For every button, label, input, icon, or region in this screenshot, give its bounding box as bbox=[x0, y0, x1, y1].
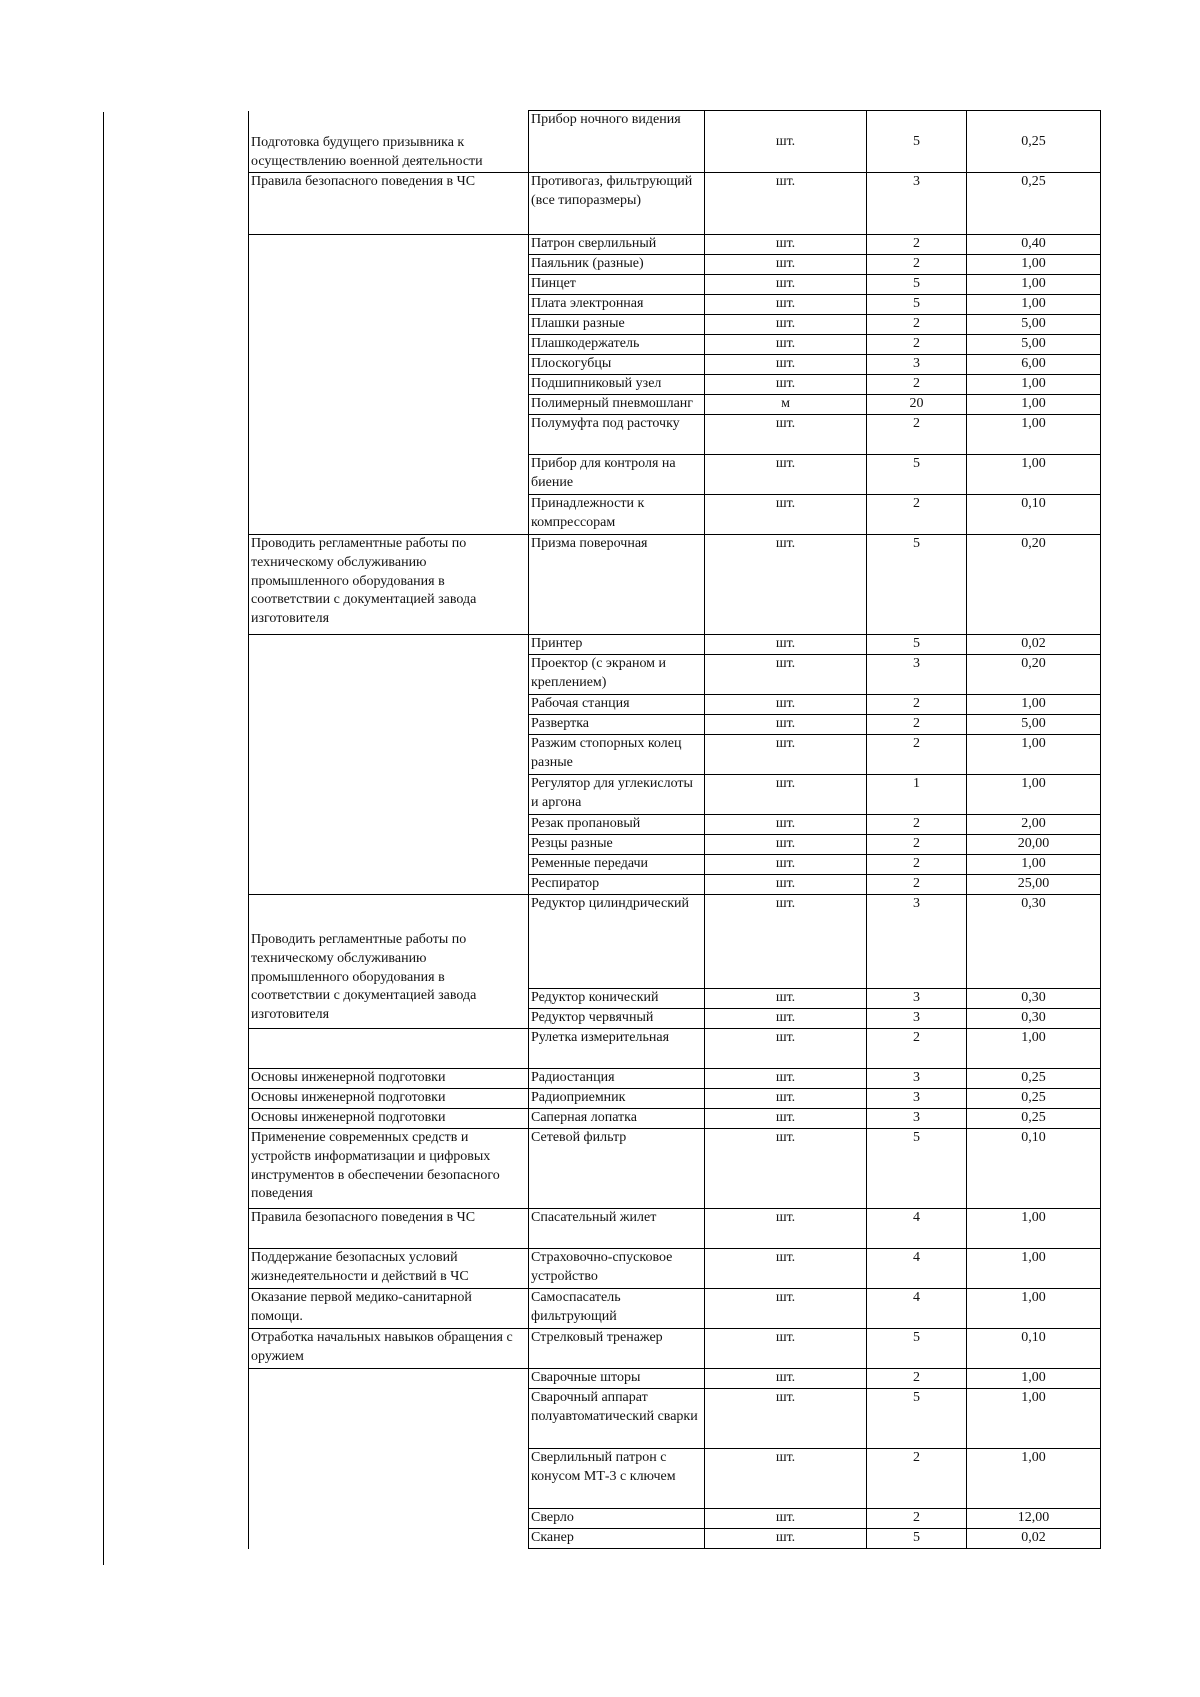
unit-cell: шт. bbox=[705, 455, 867, 495]
unit-cell: м bbox=[705, 395, 867, 415]
topic-cell: Отработка начальных навыков обращения с оружием bbox=[249, 1329, 529, 1369]
unit-cell: шт. bbox=[705, 295, 867, 315]
table-row bbox=[249, 1209, 1101, 1249]
unit-cell: шт. bbox=[705, 535, 867, 635]
topic-cell bbox=[249, 635, 529, 895]
value-cell: 25,00 bbox=[967, 875, 1101, 895]
topic-cell: Правила безопасного поведения в ЧС bbox=[249, 173, 529, 235]
unit-cell: шт. bbox=[705, 355, 867, 375]
unit-cell: шт. bbox=[705, 1329, 867, 1369]
item-cell: Развертка bbox=[529, 715, 705, 735]
table-row bbox=[249, 1249, 1101, 1289]
item-cell: Сверло bbox=[529, 1509, 705, 1529]
unit-cell: шт. bbox=[705, 1509, 867, 1529]
value-cell: 1,00 bbox=[967, 1289, 1101, 1329]
value-cell: 0,30 bbox=[967, 895, 1101, 989]
item-cell: Сетевой фильтр bbox=[529, 1129, 705, 1209]
value-cell: 0,25 bbox=[967, 1109, 1101, 1129]
item-cell: Плашки разные bbox=[529, 315, 705, 335]
unit-cell: шт. bbox=[705, 1389, 867, 1449]
item-cell: Противогаз, фильтрующий (все типоразмеры) bbox=[529, 173, 705, 235]
qty-cell: 3 bbox=[867, 1009, 967, 1029]
value-cell: 6,00 bbox=[967, 355, 1101, 375]
table-row bbox=[249, 235, 1101, 255]
topic-cell bbox=[249, 1029, 529, 1069]
item-cell: Саперная лопатка bbox=[529, 1109, 705, 1129]
topic-cell: Проводить регламентные работы по техническому обслуживанию промышленного оборудования в соответствии с документацией завода изготовителя bbox=[249, 535, 529, 635]
topic-cell: Поддержание безопасных условий жизнедеятельности и действий в ЧС bbox=[249, 1249, 529, 1289]
item-cell: Полимерный пневмошланг bbox=[529, 395, 705, 415]
qty-cell: 2 bbox=[867, 495, 967, 535]
item-cell: Рулетка измерительная bbox=[529, 1029, 705, 1069]
qty-cell: 3 bbox=[867, 355, 967, 375]
unit-cell: шт. bbox=[705, 275, 867, 295]
table-row bbox=[249, 1069, 1101, 1089]
unit-cell: шт. bbox=[705, 1289, 867, 1329]
unit-cell: шт. bbox=[705, 375, 867, 395]
qty-cell: 4 bbox=[867, 1289, 967, 1329]
value-cell: 12,00 bbox=[967, 1509, 1101, 1529]
value-cell: 1,00 bbox=[967, 395, 1101, 415]
unit-cell: шт. bbox=[705, 875, 867, 895]
value-cell: 1,00 bbox=[967, 735, 1101, 775]
value-cell: 1,00 bbox=[967, 855, 1101, 875]
qty-cell: 2 bbox=[867, 235, 967, 255]
qty-cell: 3 bbox=[867, 1109, 967, 1129]
qty-cell: 5 bbox=[867, 635, 967, 655]
qty-cell: 2 bbox=[867, 735, 967, 775]
table-row bbox=[249, 111, 1101, 173]
item-cell: Рабочая станция bbox=[529, 695, 705, 715]
item-cell: Спасательный жилет bbox=[529, 1209, 705, 1249]
value-cell: 1,00 bbox=[967, 1029, 1101, 1069]
unit-cell: шт. bbox=[705, 855, 867, 875]
value-cell: 0,20 bbox=[967, 655, 1101, 695]
qty-cell: 5 bbox=[867, 1529, 967, 1549]
topic-cell: Основы инженерной подготовки bbox=[249, 1069, 529, 1089]
value-cell: 0,10 bbox=[967, 1329, 1101, 1369]
item-cell: Резцы разные bbox=[529, 835, 705, 855]
qty-cell: 2 bbox=[867, 835, 967, 855]
topic-cell: Проводить регламентные работы по техническому обслуживанию промышленного оборудования в соответствии с документацией завода изготовителя bbox=[249, 895, 529, 1029]
unit-cell: шт. bbox=[705, 1449, 867, 1509]
item-cell: Принтер bbox=[529, 635, 705, 655]
value-cell: 1,00 bbox=[967, 1389, 1101, 1449]
item-cell: Радиостанция bbox=[529, 1069, 705, 1089]
qty-cell: 2 bbox=[867, 695, 967, 715]
item-cell: Радиоприемник bbox=[529, 1089, 705, 1109]
qty-cell: 2 bbox=[867, 815, 967, 835]
value-cell: 0,10 bbox=[967, 495, 1101, 535]
qty-cell: 4 bbox=[867, 1209, 967, 1249]
qty-cell: 2 bbox=[867, 1029, 967, 1069]
item-cell: Сварочные шторы bbox=[529, 1369, 705, 1389]
topic-cell: Правила безопасного поведения в ЧС bbox=[249, 1209, 529, 1249]
unit-cell: шт. bbox=[705, 1089, 867, 1109]
unit-cell: шт. bbox=[705, 815, 867, 835]
item-cell: Прибор ночного видения bbox=[529, 111, 705, 173]
value-cell: 1,00 bbox=[967, 255, 1101, 275]
unit-cell: шт. bbox=[705, 173, 867, 235]
value-cell: 1,00 bbox=[967, 1449, 1101, 1509]
value-cell: 0,25 bbox=[967, 111, 1101, 173]
qty-cell: 1 bbox=[867, 775, 967, 815]
item-cell: Полумуфта под расточку bbox=[529, 415, 705, 455]
item-cell: Редуктор конический bbox=[529, 989, 705, 1009]
qty-cell: 2 bbox=[867, 1369, 967, 1389]
unit-cell: шт. bbox=[705, 415, 867, 455]
qty-cell: 3 bbox=[867, 1089, 967, 1109]
qty-cell: 3 bbox=[867, 173, 967, 235]
value-cell: 0,40 bbox=[967, 235, 1101, 255]
unit-cell: шт. bbox=[705, 1029, 867, 1069]
value-cell: 1,00 bbox=[967, 1209, 1101, 1249]
item-cell: Сверлильный патрон с конусом МТ-3 с ключем bbox=[529, 1449, 705, 1509]
unit-cell: шт. bbox=[705, 1369, 867, 1389]
topic-cell: Оказание первой медико-санитарной помощи. bbox=[249, 1289, 529, 1329]
value-cell: 1,00 bbox=[967, 455, 1101, 495]
table-row bbox=[249, 1109, 1101, 1129]
table-row bbox=[249, 1029, 1101, 1069]
value-cell: 0,10 bbox=[967, 1129, 1101, 1209]
table-row bbox=[249, 1329, 1101, 1369]
value-cell: 5,00 bbox=[967, 315, 1101, 335]
item-cell: Пинцет bbox=[529, 275, 705, 295]
value-cell: 0,25 bbox=[967, 1089, 1101, 1109]
item-cell: Страховочно-спусковое устройство bbox=[529, 1249, 705, 1289]
item-cell: Стрелковый тренажер bbox=[529, 1329, 705, 1369]
item-cell: Регулятор для углекислоты и аргона bbox=[529, 775, 705, 815]
value-cell: 0,30 bbox=[967, 989, 1101, 1009]
qty-cell: 2 bbox=[867, 375, 967, 395]
qty-cell: 5 bbox=[867, 1329, 967, 1369]
unit-cell: шт. bbox=[705, 235, 867, 255]
qty-cell: 3 bbox=[867, 655, 967, 695]
qty-cell: 4 bbox=[867, 1249, 967, 1289]
value-cell: 0,20 bbox=[967, 535, 1101, 635]
unit-cell: шт. bbox=[705, 1529, 867, 1549]
unit-cell: шт. bbox=[705, 315, 867, 335]
table-row bbox=[249, 1089, 1101, 1109]
unit-cell: шт. bbox=[705, 715, 867, 735]
unit-cell: шт. bbox=[705, 735, 867, 775]
qty-cell: 2 bbox=[867, 715, 967, 735]
value-cell: 1,00 bbox=[967, 695, 1101, 715]
value-cell: 0,25 bbox=[967, 1069, 1101, 1089]
qty-cell: 3 bbox=[867, 989, 967, 1009]
item-cell: Разжим стопорных колец разные bbox=[529, 735, 705, 775]
value-cell: 1,00 bbox=[967, 1249, 1101, 1289]
unit-cell: шт. bbox=[705, 635, 867, 655]
value-cell: 0,30 bbox=[967, 1009, 1101, 1029]
value-cell: 0,02 bbox=[967, 1529, 1101, 1549]
qty-cell: 5 bbox=[867, 275, 967, 295]
unit-cell: шт. bbox=[705, 1109, 867, 1129]
table-row bbox=[249, 173, 1101, 235]
value-cell: 1,00 bbox=[967, 295, 1101, 315]
value-cell: 0,25 bbox=[967, 173, 1101, 235]
item-cell: Принадлежности к компрессорам bbox=[529, 495, 705, 535]
qty-cell: 2 bbox=[867, 1509, 967, 1529]
item-cell: Прибор для контроля на биение bbox=[529, 455, 705, 495]
item-cell: Плашкодержатель bbox=[529, 335, 705, 355]
unit-cell: шт. bbox=[705, 1209, 867, 1249]
qty-cell: 5 bbox=[867, 295, 967, 315]
unit-cell: шт. bbox=[705, 989, 867, 1009]
unit-cell: шт. bbox=[705, 255, 867, 275]
unit-cell: шт. bbox=[705, 655, 867, 695]
item-cell: Сканер bbox=[529, 1529, 705, 1549]
qty-cell: 2 bbox=[867, 875, 967, 895]
qty-cell: 2 bbox=[867, 255, 967, 275]
item-cell: Призма поверочная bbox=[529, 535, 705, 635]
equipment-table bbox=[248, 110, 1101, 1549]
qty-cell: 2 bbox=[867, 315, 967, 335]
value-cell: 1,00 bbox=[967, 375, 1101, 395]
qty-cell: 20 bbox=[867, 395, 967, 415]
topic-cell bbox=[249, 235, 529, 535]
unit-cell: шт. bbox=[705, 335, 867, 355]
unit-cell: шт. bbox=[705, 695, 867, 715]
item-cell: Ременные передачи bbox=[529, 855, 705, 875]
item-cell: Резак пропановый bbox=[529, 815, 705, 835]
topic-cell: Основы инженерной подготовки bbox=[249, 1089, 529, 1109]
unit-cell: шт. bbox=[705, 495, 867, 535]
topic-cell: Применение современных средств и устройств информатизации и цифровых инструментов в обеспечении безопасного поведения bbox=[249, 1129, 529, 1209]
unit-cell: шт. bbox=[705, 1009, 867, 1029]
qty-cell: 5 bbox=[867, 1389, 967, 1449]
value-cell: 1,00 bbox=[967, 775, 1101, 815]
qty-cell: 5 bbox=[867, 455, 967, 495]
table-row bbox=[249, 1129, 1101, 1209]
unit-cell: шт. bbox=[705, 1069, 867, 1089]
topic-cell: Подготовка будущего призывника к осуществлению военной деятельности bbox=[249, 111, 529, 173]
qty-cell: 2 bbox=[867, 855, 967, 875]
qty-cell: 2 bbox=[867, 415, 967, 455]
table-row bbox=[249, 535, 1101, 635]
unit-cell: шт. bbox=[705, 835, 867, 855]
table-row bbox=[249, 1369, 1101, 1389]
qty-cell: 5 bbox=[867, 535, 967, 635]
table-row bbox=[249, 1289, 1101, 1329]
item-cell: Паяльник (разные) bbox=[529, 255, 705, 275]
value-cell: 2,00 bbox=[967, 815, 1101, 835]
item-cell: Редуктор червячный bbox=[529, 1009, 705, 1029]
item-cell: Плоскогубцы bbox=[529, 355, 705, 375]
qty-cell: 2 bbox=[867, 335, 967, 355]
value-cell: 1,00 bbox=[967, 275, 1101, 295]
item-cell: Патрон сверлильный bbox=[529, 235, 705, 255]
item-cell: Плата электронная bbox=[529, 295, 705, 315]
unit-cell: шт. bbox=[705, 1249, 867, 1289]
item-cell: Самоспасатель фильтрующий bbox=[529, 1289, 705, 1329]
unit-cell: шт. bbox=[705, 895, 867, 989]
topic-cell: Основы инженерной подготовки bbox=[249, 1109, 529, 1129]
item-cell: Редуктор цилиндрический bbox=[529, 895, 705, 989]
qty-cell: 2 bbox=[867, 1449, 967, 1509]
qty-cell: 5 bbox=[867, 111, 967, 173]
unit-cell: шт. bbox=[705, 1129, 867, 1209]
table-row bbox=[249, 895, 1101, 989]
value-cell: 1,00 bbox=[967, 1369, 1101, 1389]
unit-cell: шт. bbox=[705, 775, 867, 815]
unit-cell: шт. bbox=[705, 111, 867, 173]
qty-cell: 3 bbox=[867, 895, 967, 989]
table-row bbox=[249, 635, 1101, 655]
value-cell: 20,00 bbox=[967, 835, 1101, 855]
item-cell: Сварочный аппарат полуавтоматический сварки bbox=[529, 1389, 705, 1449]
value-cell: 5,00 bbox=[967, 335, 1101, 355]
value-cell: 0,02 bbox=[967, 635, 1101, 655]
value-cell: 1,00 bbox=[967, 415, 1101, 455]
item-cell: Респиратор bbox=[529, 875, 705, 895]
left-margin-rule bbox=[103, 112, 104, 1565]
qty-cell: 3 bbox=[867, 1069, 967, 1089]
topic-cell bbox=[249, 1369, 529, 1549]
item-cell: Подшипниковый узел bbox=[529, 375, 705, 395]
item-cell: Проектор (с экраном и креплением) bbox=[529, 655, 705, 695]
qty-cell: 5 bbox=[867, 1129, 967, 1209]
value-cell: 5,00 bbox=[967, 715, 1101, 735]
